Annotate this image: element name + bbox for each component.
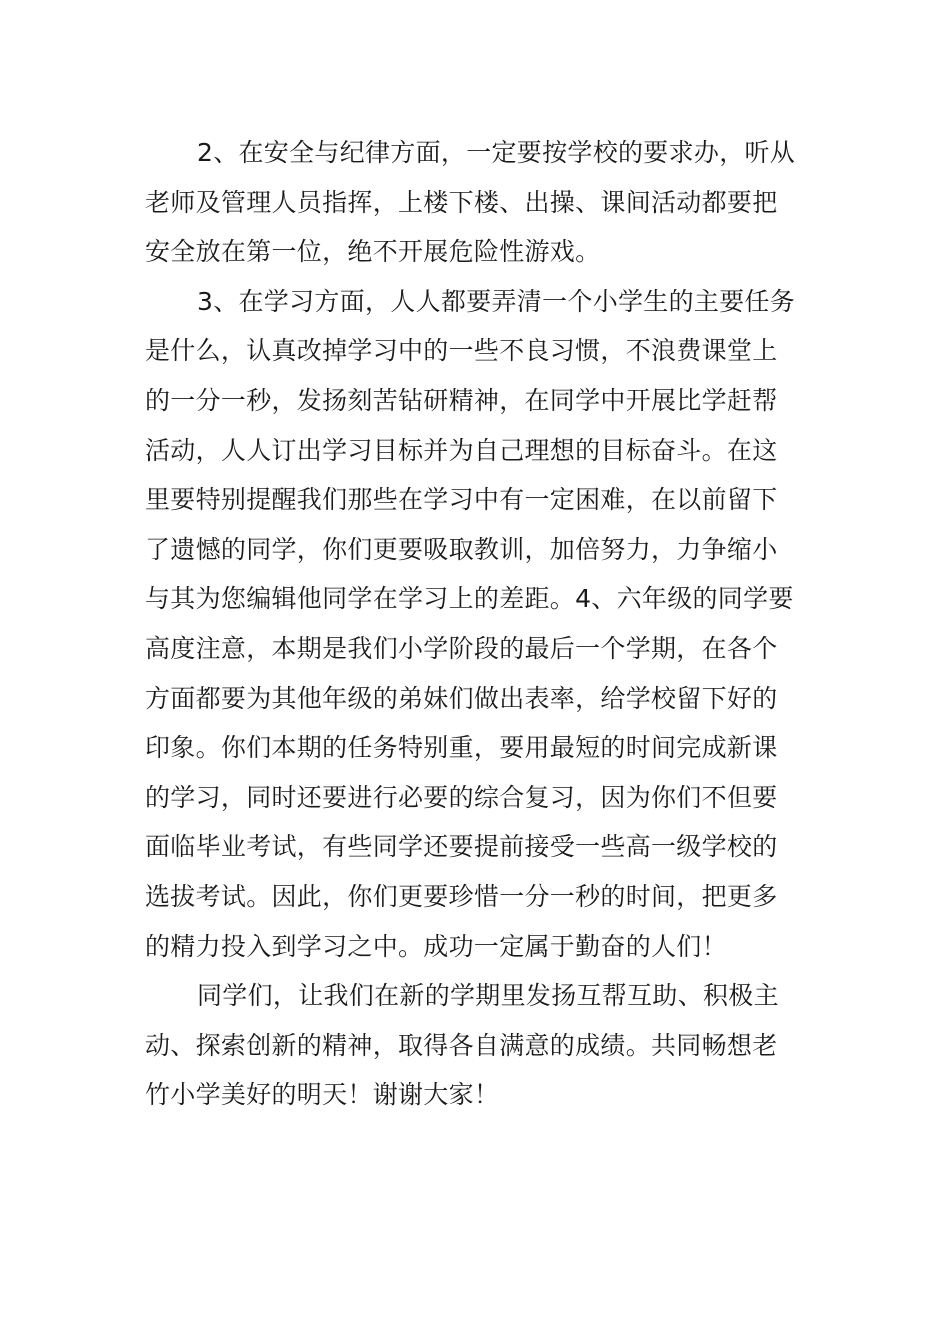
text-line: 面临毕业考试，有些同学还要提前接受一些高一级学校的 — [145, 832, 778, 862]
text-line: 与其为您编辑他同学在学习上的差距。4、六年级的同学要 — [145, 584, 794, 614]
text-line: 2、在安全与纪律方面，一定要按学校的要求办，听从 — [197, 138, 796, 167]
text-line: 3、在学习方面，人人都要弄清一个小学生的主要任务 — [197, 286, 796, 316]
text-line: 同学们，让我们在新的学期里发扬互帮互助、积极主 — [197, 981, 779, 1011]
text-line: 竹小学美好的明天！谢谢大家！ — [145, 1080, 500, 1110]
text-line: 动、探索创新的精神，取得各自满意的成绩。共同畅想老 — [145, 1030, 778, 1060]
paragraph-safety-discipline — [145, 128, 810, 277]
text-line: 里要特别提醒我们那些在学习中有一定困难，在以前留下 — [145, 485, 778, 515]
text-line: 的学习，同时还要进行必要的综合复习，因为你们不但要 — [145, 782, 778, 812]
document-body — [145, 128, 810, 1120]
paragraph-closing — [145, 971, 810, 1120]
text-line: 老师及管理人员指挥，上楼下楼、出操、课间活动都要把 — [145, 187, 778, 217]
paragraph-study — [145, 277, 810, 971]
text-line: 的精力投入到学习之中。成功一定属于勤奋的人们！ — [145, 931, 727, 961]
text-line: 印象。你们本期的任务特别重，要用最短的时间完成新课 — [145, 733, 778, 763]
text-line: 是什么，认真改掉学习中的一些不良习惯，不浪费课堂上 — [145, 336, 778, 366]
text-line: 了遗憾的同学，你们更要吸取教训，加倍努力，力争缩小 — [145, 534, 778, 564]
text-line: 活动，人人订出学习目标并为自己理想的目标奋斗。在这 — [145, 435, 778, 465]
text-line: 选拔考试。因此，你们更要珍惜一分一秒的时间，把更多 — [145, 881, 778, 911]
text-line: 的一分一秒，发扬刻苦钻研精神，在同学中开展比学赶帮 — [145, 385, 778, 415]
text-line: 方面都要为其他年级的弟妹们做出表率，给学校留下好的 — [145, 683, 778, 713]
text-line: 高度注意，本期是我们小学阶段的最后一个学期，在各个 — [145, 633, 778, 663]
text-line: 安全放在第一位，绝不开展危险性游戏。 — [145, 237, 601, 267]
